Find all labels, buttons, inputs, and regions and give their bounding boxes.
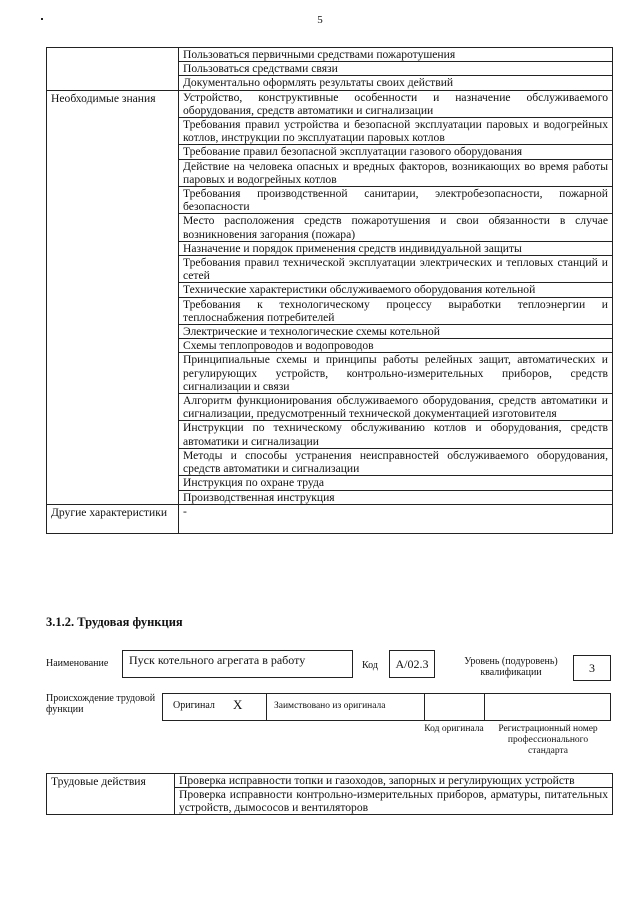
- actions-label: Трудовые действия: [47, 774, 175, 815]
- original-mark: X: [233, 697, 243, 712]
- knowledge-item: Технические характеристики обслуживаемого оборудования котельной: [179, 283, 613, 297]
- skill-item: Документально оформлять результаты своих действий: [179, 76, 613, 90]
- other-value: -: [179, 504, 613, 533]
- knowledge-item: Требования к технологическому процессу выработки теплоэнергии и теплоснабжения потребителей: [179, 297, 613, 324]
- knowledge-item: Электрические и технологические схемы котельной: [179, 325, 613, 339]
- level-label: Уровень (подуровень) квалификации: [464, 656, 558, 678]
- other-label: Другие характеристики: [47, 504, 179, 533]
- knowledge-item: Производственная инструкция: [179, 490, 613, 504]
- function-code-field: A/02.3: [389, 650, 435, 678]
- name-label: Наименование: [46, 658, 109, 669]
- knowledge-item: Действие на человека опасных и вредных факторов, возникающих во время работы паровых и водогрейных котлов: [179, 159, 613, 186]
- level-field: 3: [573, 655, 611, 681]
- knowledge-item: Требования правил технической эксплуатации электрических и тепловых станций и сетей: [179, 256, 613, 283]
- knowledge-item: Алгоритм функционирования обслуживаемого оборудования, средств автоматики и сигнализации, предусмотренный технической документацией изготовителя: [179, 394, 613, 421]
- knowledge-item: Устройство, конструктивные особенности и назначение обслуживаемого оборудования, средств автоматики и сигнализации: [179, 90, 613, 117]
- borrowed-cell: [266, 694, 425, 720]
- knowledge-item: Требования производственной санитарии, электробезопасности, пожарной безопасности: [179, 187, 613, 214]
- knowledge-label: Необходимые знания: [47, 90, 179, 504]
- code-label: Код: [362, 660, 378, 671]
- code-caption: Код оригинала: [424, 724, 484, 734]
- table-row: [47, 774, 613, 788]
- table-row: [47, 90, 613, 117]
- knowledge-item: Принципиальные схемы и принципы работы релейных защит, автоматических и регулирующих устройств, контрольно-измерительных приборов, средств сигнализации и связи: [179, 353, 613, 394]
- knowledge-table: [46, 47, 613, 534]
- knowledge-item: Инструкция по охране труда: [179, 476, 613, 490]
- action-item: Проверка исправности контрольно-измерительных приборов, арматуры, питательных устройств, дымососов и вентиляторов: [175, 788, 613, 815]
- origin-code-cell: [424, 694, 485, 720]
- borrowed-label: Заимствовано из оригинала: [274, 701, 386, 711]
- original-label: Оригинал: [173, 700, 215, 711]
- table-row: [47, 504, 613, 533]
- knowledge-item: Требования правил устройства и безопасной эксплуатации паровых и водогрейных котлов, инструкции по эксплуатации паровых котлов: [179, 118, 613, 145]
- table-row: [47, 48, 613, 62]
- knowledge-item: Схемы теплопроводов и водопроводов: [179, 339, 613, 353]
- section-title: 3.1.2. Трудовая функция: [46, 615, 183, 629]
- knowledge-item: Методы и способы устранения неисправностей обслуживаемого оборудования, средств автоматики и сигнализации: [179, 448, 613, 475]
- origin-box: [162, 693, 611, 721]
- skill-item: Пользоваться первичными средствами пожаротушения: [179, 48, 613, 62]
- original-cell: [163, 694, 267, 720]
- knowledge-item: Инструкции по техническому обслуживанию котлов и оборудования, средств автоматики и сигнализации: [179, 421, 613, 448]
- actions-table: [46, 773, 613, 815]
- knowledge-item: Место расположения средств пожаротушения и свои обязанности в случае возникновения загорания (пожара): [179, 214, 613, 241]
- reg-caption: Регистрационный номер профессионального стандарта: [498, 724, 598, 756]
- skills-label-cell: [47, 48, 179, 91]
- origin-label: Происхождение трудовой функции: [46, 693, 156, 715]
- action-item: Проверка исправности топки и газоходов, запорных и регулирующих устройств: [175, 774, 613, 788]
- page-number: 5: [317, 14, 323, 26]
- knowledge-item: Требование правил безопасной эксплуатации газового оборудования: [179, 145, 613, 159]
- skill-item: Пользоваться средствами связи: [179, 62, 613, 76]
- knowledge-item: Назначение и порядок применения средств индивидуальной защиты: [179, 241, 613, 255]
- function-name-field: Пуск котельного агрегата в работу: [122, 650, 353, 678]
